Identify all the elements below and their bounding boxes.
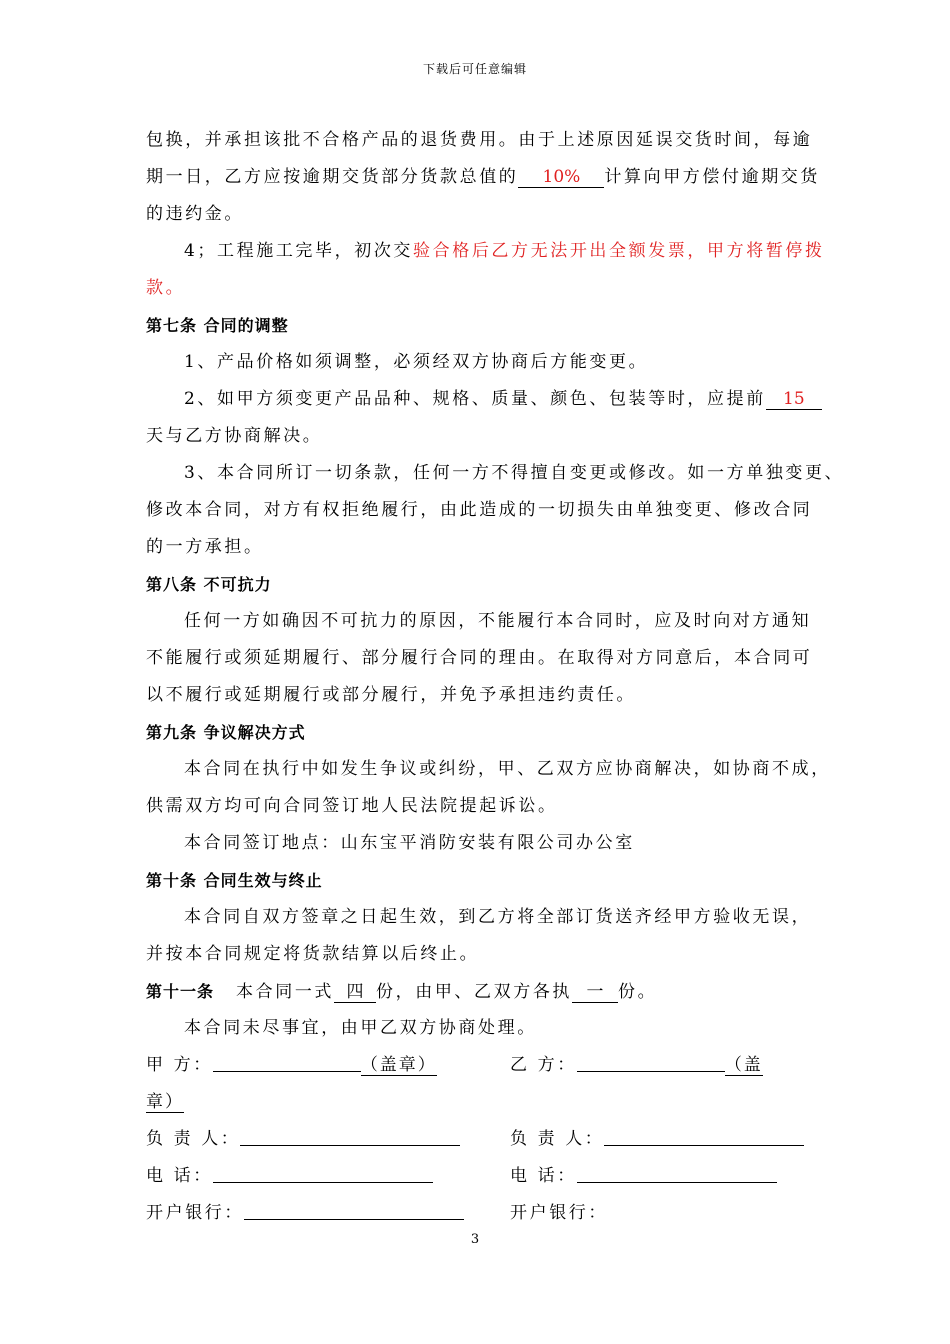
party-a-label: 甲 方： (146, 1055, 213, 1075)
signature-party-row (146, 1047, 811, 1084)
signature-bank-row (146, 1195, 811, 1232)
bank-b-label: 开户银行： (510, 1203, 608, 1223)
text-line: 包换，并承担该批不合格产品的退货费用。由于上述原因延误交货时间，每逾 (146, 130, 813, 150)
text-line: 天与乙方协商解决。 (146, 426, 323, 446)
signature-phone-row (146, 1158, 811, 1195)
text-line: 1、产品价格如须调整，必须经双方协商后方能变更。 (184, 352, 649, 372)
text-line: 供需双方均可向合同签订地人民法院提起诉讼。 (146, 796, 558, 816)
text-line: 不能履行或须延期履行、部分履行合同的理由。在取得对方同意后，本合同可 (146, 648, 813, 668)
text-line: 4；工程施工完毕，初次交验合格后乙方无法开出全额发票，甲方将暂停拨 (184, 241, 825, 261)
party-b-seal-continued: 章） (146, 1092, 184, 1112)
phone-a-label: 电 话： (146, 1166, 213, 1186)
text-line: 2、如甲方须变更产品品种、规格、质量、颜色、包装等时，应提前 15 (146, 381, 811, 418)
copies-field: 四 (334, 982, 376, 1003)
text-line: 本合同未尽事宜，由甲乙双方协商处理。 (184, 1018, 537, 1038)
article-10-heading: 第十条 合同生效与终止 (146, 871, 323, 890)
bank-a-label: 开户银行： (146, 1203, 244, 1223)
article-7-heading: 第七条 合同的调整 (146, 316, 289, 335)
phone-b-label: 电 话： (510, 1166, 577, 1186)
phone-b-field[interactable] (577, 1162, 777, 1183)
party-b-field[interactable] (577, 1051, 725, 1072)
highlighted-clause: 验合格后乙方无法开出全额发票，甲方将暂停拨 (413, 241, 825, 261)
text-line: 任何一方如确因不可抗力的原因，不能履行本合同时，应及时向对方通知 (184, 611, 812, 631)
article-9-heading: 第九条 争议解决方式 (146, 723, 306, 742)
notice-days-field: 15 (766, 389, 822, 410)
text-line: 款。 (146, 278, 186, 298)
party-b-seal: （盖 (724, 1055, 763, 1075)
responsible-a-label: 负 责 人： (146, 1129, 241, 1149)
responsible-a-field[interactable] (240, 1125, 460, 1146)
signature-seal-wrap-row (146, 1084, 811, 1121)
contract-body (146, 122, 845, 1232)
page-number: 3 (470, 1232, 480, 1247)
party-a-seal: （盖章） (360, 1055, 437, 1075)
text-line: 期一日，乙方应按逾期交货部分货款总值的 10% 计算向甲方偿付逾期交货 (146, 167, 821, 187)
responsible-b-field[interactable] (604, 1125, 804, 1146)
phone-a-field[interactable] (213, 1162, 433, 1183)
page-header: 下载后可任意编辑 (422, 62, 527, 76)
text-line: 3、本合同所订一切条款，任何一方不得擅自变更或修改。如一方单独变更、 (184, 463, 845, 483)
signature-responsible-row (146, 1121, 811, 1158)
text-line: 的违约金。 (146, 204, 244, 224)
text-line: 并按本合同规定将货款结算以后终止。 (146, 944, 480, 964)
penalty-rate-field: 10% (518, 167, 604, 188)
responsible-b-label: 负 责 人： (510, 1129, 605, 1149)
bank-a-field[interactable] (244, 1199, 464, 1220)
text-line: 修改本合同，对方有权拒绝履行，由此造成的一切损失由单独变更、修改合同 (146, 500, 813, 520)
text-line: 本合同在执行中如发生争议或纠纷，甲、乙双方应协商解决，如协商不成， (184, 759, 831, 779)
article-11-heading: 第十一条 (146, 982, 215, 1001)
text-line: 以不履行或延期履行或部分履行，并免予承担违约责任。 (146, 685, 636, 705)
article-8-heading: 第八条 不可抗力 (146, 575, 272, 594)
party-b-label: 乙 方： (510, 1055, 577, 1075)
copies-each-field: 一 (572, 982, 618, 1003)
text-line: 本合同自双方签章之日起生效，到乙方将全部订货送齐经甲方验收无误， (184, 907, 812, 927)
text-line: 的一方承担。 (146, 537, 264, 557)
article-11-line: 第十一条 本合同一式 四 份，由甲、乙双方各执 一 份。 (146, 982, 658, 1002)
text-line: 本合同签订地点：山东宝平消防安装有限公司办公室 (184, 833, 635, 853)
party-a-field[interactable] (213, 1051, 361, 1072)
